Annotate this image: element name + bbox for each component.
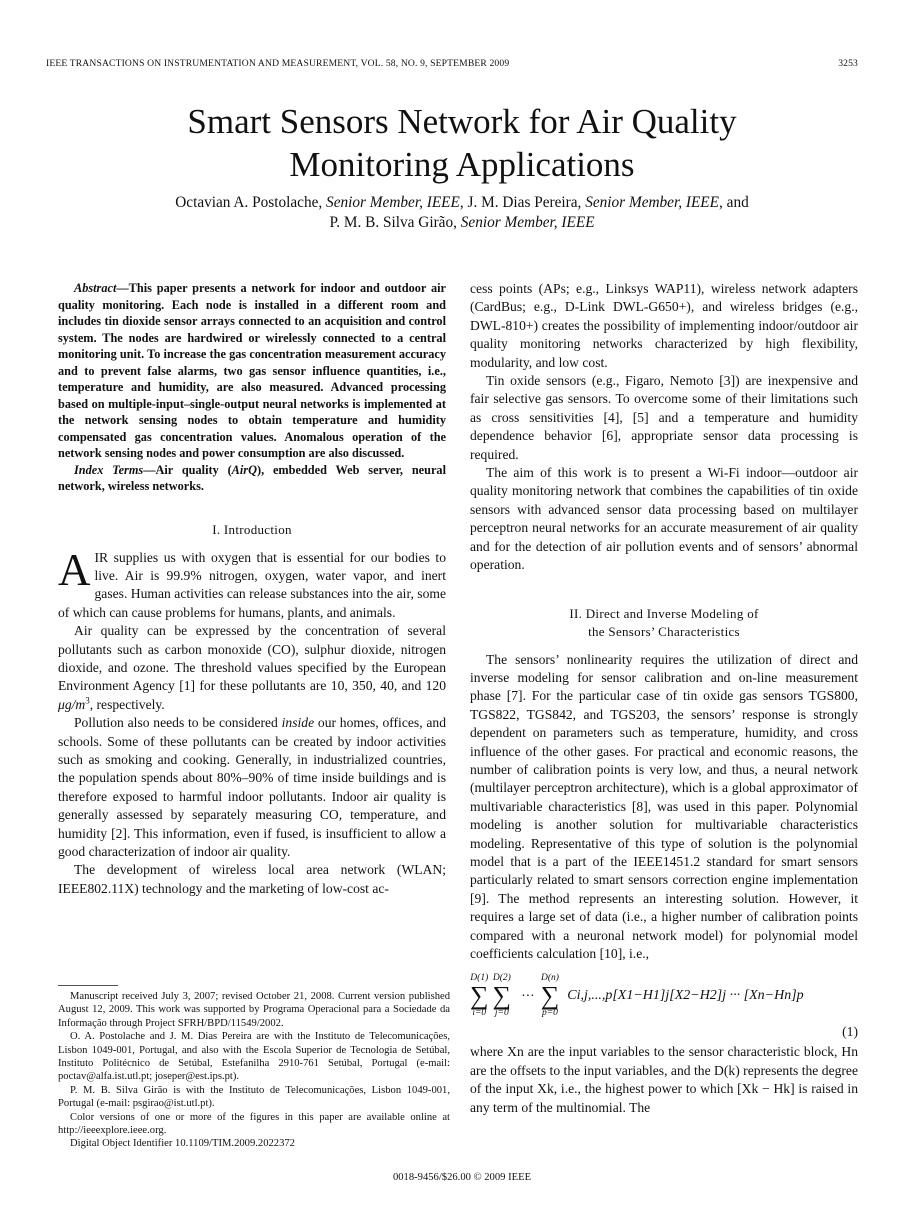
right-column [470, 280, 858, 1117]
equation-dots: ··· [521, 988, 535, 1004]
footnote-divider [58, 985, 118, 986]
equation-1 [470, 973, 858, 1040]
author-line-1: Octavian A. Postolache, Senior Member, IEEE, J. M. Dias Pereira, Senior Member, IEEE, and [175, 194, 749, 211]
section-heading-introduction: I. Introduction [212, 521, 292, 537]
sigma-symbol: ∑ [470, 981, 489, 1011]
paper-title [0, 100, 924, 186]
footnotes [58, 990, 450, 1151]
footnote-color-versions: Color versions of one or more of the figures in this paper are available online at http://ieeexplore.ieee.org. [58, 1111, 450, 1137]
footnote-manuscript: Manuscript received July 3, 2007; revised October 21, 2008. Current version published August 12, 2009. This work was supported by Programa Operacional para a Sociedade da Informação through Project SFRH/BPD/11549/2002. [58, 991, 450, 1029]
intro-paragraph-4-continued: cess points (APs; e.g., Linksys WAP11), wireless network adapters (CardBus; e.g., D-Link DWL-G650+), and wireless bridges (e.g., DWL-810+) creates the possibility of implementing indoor/outdoor air quality monitoring networks characterized by high flexibility, modularity, and low cost. [470, 281, 858, 370]
footnote-doi: Digital Object Identifier 10.1109/TIM.2009.2022372 [70, 1138, 295, 1150]
equation-number: (1) [842, 1024, 858, 1040]
intro-paragraph-1: AIR supplies us with oxygen that is essential for our bodies to live. Air is 99.9% nitrogen, oxygen, water vapor, and inert gases. Human activities can release substances into the air, some of which can cause problems for humans, plants, and animals. [58, 544, 446, 620]
author-list [0, 193, 924, 233]
title-line-1: Smart Sensors Network for Air Quality [187, 102, 737, 141]
index-terms-lead: Index Terms [74, 462, 144, 477]
copyright-footer: 0018-9456/$26.00 © 2009 IEEE [392, 1172, 532, 1183]
section-heading-modeling: II. Direct and Inverse Modeling of the Sensors’ Characteristics [569, 605, 759, 639]
abstract [58, 280, 446, 462]
journal-citation: IEEE TRANSACTIONS ON INSTRUMENTATION AND MEASUREMENT, VOL. 58, NO. 9, SEPTEMBER 2009 [46, 58, 510, 69]
sigma-symbol: ∑ [540, 981, 560, 1011]
left-column [58, 280, 446, 898]
intro-paragraph-2: Air quality can be expressed by the concentration of several pollutants such as carbon monoxide (CO), sulphur dioxide, nitrogen dioxide, and ozone. The threshold values specified by the European Environment Agency [1] for these pollutants are 10, 350, 40, and 120 $\mu g/m^3$, respectively. [58, 623, 446, 712]
index-terms: Index Terms—Air quality (AirQ), embedded Web server, neural network, wireless networks. [58, 462, 446, 493]
modeling-paragraph-2: where Xn are the input variables to the sensor characteristic block, Hn are the offsets to the input variables, and the D(k) represents the degree of the input Xk, i.e., the highest power to which [Xk − Hk] is raised in any term of the multinomial. The [470, 1044, 858, 1115]
sigma-symbol: ∑ [492, 981, 512, 1011]
abstract-lead: Abstract [74, 281, 117, 295]
intro-paragraph-3: Pollution also needs to be considered inside our homes, offices, and schools. Some of these pollutants can be created by indoor activities such as smoking and cooking. Generally, in industrialized countries, the population spends about 80%–90% of time inside buildings and is therefore exposed to harmful indoor pollutants. Indoor air quality is generally assessed by separately measuring CO, temperature, and humidity [2]. This information, even if fused, is insufficient to allow a good characterization of indoor air quality. [58, 715, 446, 859]
drop-cap: A [58, 544, 91, 595]
title-line-2: Monitoring Applications [289, 145, 635, 184]
sum-p: D(n) ∑ p=0 [540, 973, 560, 1019]
equation-body: Ci,j,...,p[X1−H1]j[X2−H2]j ··· [Xn−Hn]p [567, 988, 804, 1004]
page-number: 3253 [838, 58, 858, 69]
equation-sums [470, 973, 804, 1019]
footnote-affiliation-2: P. M. B. Silva Girão is with the Instituto de Telecomunicações, Lisbon 1049-001, Portugal (e-mail: psgirao@ist.utl.pt). [58, 1084, 450, 1110]
intro-paragraph-4: The development of wireless local area network (WLAN; IEEE802.11X) technology and the marketing of low-cost ac- [58, 862, 446, 896]
intro-paragraph-5: Tin oxide sensors (e.g., Figaro, Nemoto [3]) are inexpensive and fair selective gas sensors. To overcome some of their limitations such as cross sensitivities [4], [5] and a temperature and humidity dependence behavior [6], appropriate sensor data processing is required. [470, 373, 858, 462]
sum-i: D(1) ∑ i=0 [470, 973, 489, 1019]
intro-paragraph-6: The aim of this work is to present a Wi-Fi indoor—outdoor air quality monitoring network that combines the capabilities of tin oxide sensors with advanced sensor data processing based on multilayer perceptron neural networks for an accurate measurement of air quality and for the detection of air pollution events and of sensors’ abnormal operation. [470, 465, 858, 573]
sum-j: D(2) ∑ j=0 [492, 973, 512, 1019]
airq-term: AirQ [231, 462, 257, 477]
modeling-paragraph-1: The sensors’ nonlinearity requires the utilization of direct and inverse modeling for sensor calibration and on-line measurement phase [7]. For the particular case of tin oxide gas sensors TGS800, TGS822, TGS842, and TGS203, the sensors’ response is strongly dependent on parameters such as temperature, humidity, and cross influence of the other gases. For practical and economic reasons, the number of calibration points is very low, and thus, a neural network (multilayer perceptron architecture), which is a global approximator of multivariable characteristics [8], was used in this paper. Polynomial modeling is another solution for multivariable characteristics modeling. Representative of this type of solution is the polynomial model that is a part of the IEEE1451.2 standard for smart sensors particularly related to smart sensors correction engine implementation [9]. The method represents an interesting solution. However, it requires a large set of data (i.e., a higher number of calibration points compared with a neuronal network model) for polynomial model coefficients calculation [10], i.e., [470, 651, 858, 961]
running-header [46, 58, 858, 69]
footnote-affiliation-1: O. A. Postolache and J. M. Dias Pereira are with the Instituto de Telecomunicações, Lisbon 1049-001, Portugal, and also with the Escola Superior de Tecnologia de Setúbal, Instituto Politécnico de Setúbal, Estefanilha 2910-761 Setúbal, Portugal (e-mail: poctav@alfa.ist.utl.pt; joseper@est.ips.pt). [58, 1031, 450, 1083]
author-line-2: P. M. B. Silva Girão, Senior Member, IEEE [329, 214, 595, 231]
abstract-text: —This paper presents a network for indoor and outdoor air quality monitoring. Each node is installed in a different room and includes tin dioxide sensor arrays connected to an acquisition and control system. The nodes are hardwired or wirelessly connected to a central monitoring unit. To increase the gas concentration measurement accuracy and to prevent false alarms, two gas sensor influence quantities, i.e., temperature and humidity, are also measured. Advanced processing based on multiple-input–single-output neural networks is implemented at the network sensing nodes to obtain temperature and humidity compensated gas concentration values. Anomalous operation of the network sensing nodes and power consumption are also discussed. [58, 281, 446, 460]
